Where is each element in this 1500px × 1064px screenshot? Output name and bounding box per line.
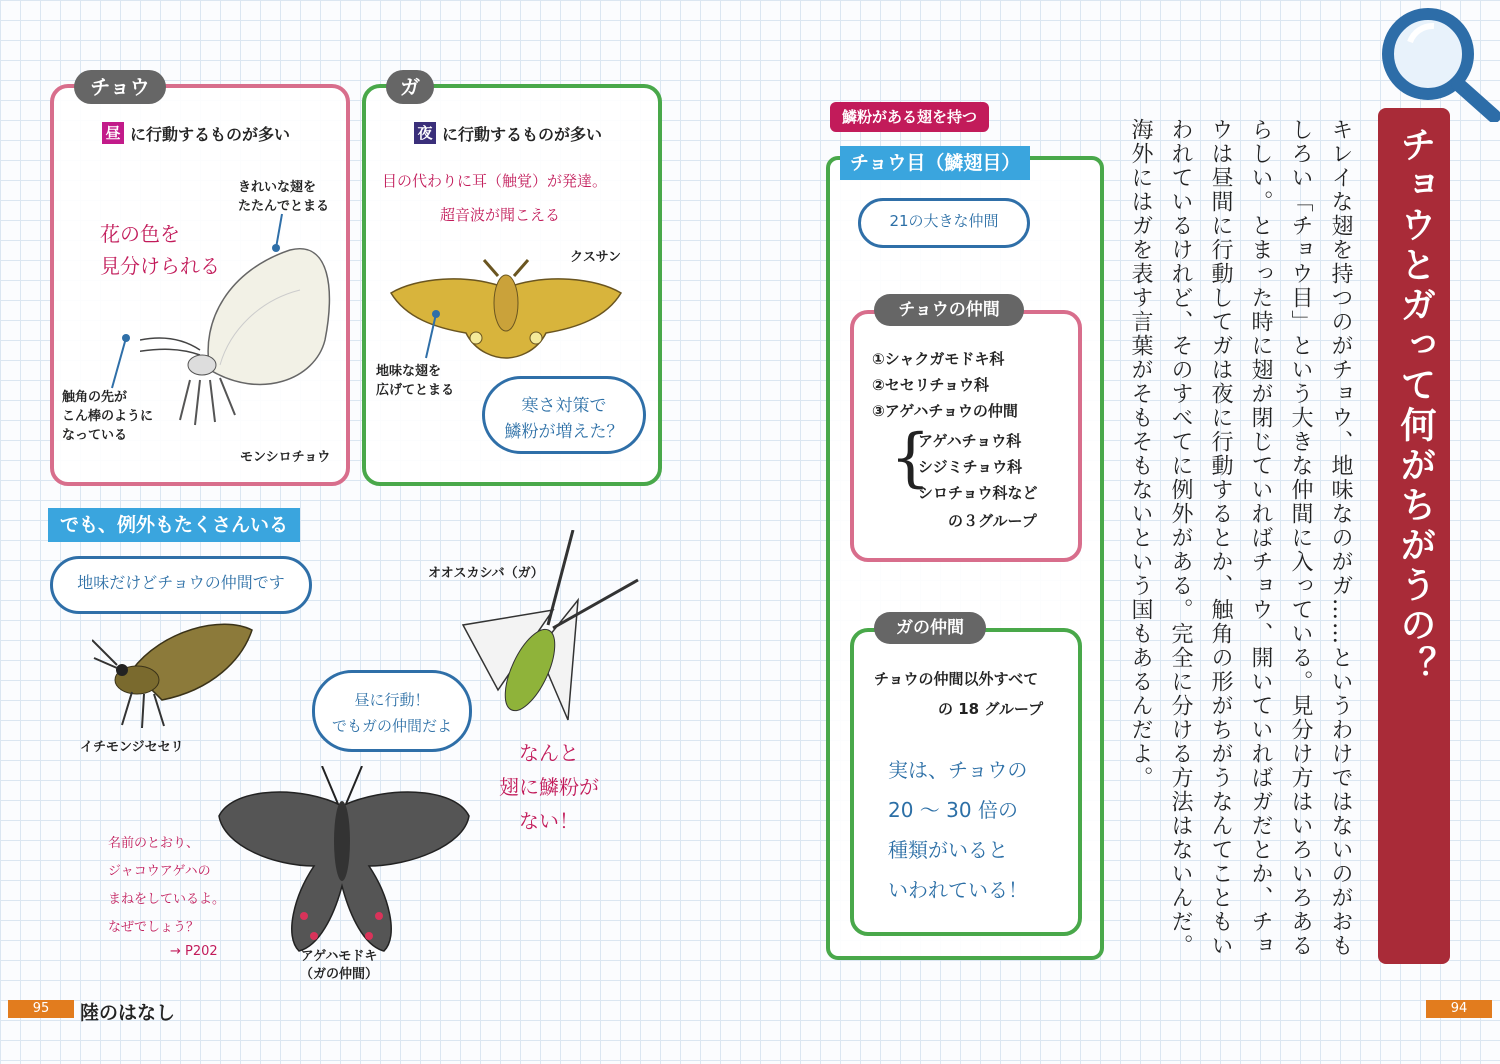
butterfly-group-item: ②セセリチョウ科 — [872, 376, 989, 394]
body-text: キレイな翅を持つのがチョウ、地味なのがガ……というわけではないのがおもしろい「チョウ目」という大きな仲間に入っている。見分け方はいろいろあるらしい。とまった時に翅が閉じていればチョウ、開いていればガだとか、チョウは昼間に行動してガは夜に行動するとか、触角の形がちがうなんてこともいわれているけれど、そのすべてに例外がある。完全に分ける方法はないんだ。海外にはガを表す言葉がそもそもないという国もあるんだよ。 — [1128, 118, 1353, 958]
mimic-species-label: アゲハモドキ （ガの仲間） — [300, 949, 379, 982]
butterfly-tab: チョウ — [74, 70, 166, 104]
butterfly-group-item: ③アゲハチョウの仲間 — [872, 402, 1018, 420]
left-page-number: 95 — [8, 1000, 74, 1018]
skipper-label: イチモンジセセリ — [80, 740, 184, 755]
moth-group-desc: チョウの仲間以外すべて — [874, 670, 1039, 688]
moth-scales-bubble: 寒さ対策で 鱗粉が増えた？ — [482, 376, 646, 454]
flower-color-label: 花の色を 見分けられる — [100, 222, 220, 278]
moth-ear-note: 目の代わりに耳（触覚）が発達。 — [382, 172, 608, 190]
exception-title: でも、例外もたくさんいる — [48, 508, 300, 542]
hawkmoth-label: オオスカシバ（ガ） — [428, 566, 544, 581]
butterfly-species-label: モンシロチョウ — [240, 450, 331, 465]
butterfly-group-count: の３グループ — [948, 512, 1037, 530]
night-badge: 夜 — [414, 122, 436, 144]
butterfly-subgroup-item: シジミチョウ科 — [918, 458, 1023, 476]
day-moth-bubble: 昼に行動！ でもガの仲間だよ — [312, 670, 472, 752]
butterfly-wings-label: きれいな翅を たたんでとまる — [238, 180, 330, 214]
right-page-number: 94 — [1426, 1000, 1492, 1018]
skipper-illustration — [92, 610, 262, 730]
butterfly-subgroup-list — [918, 428, 1038, 506]
hawkmoth-illustration — [458, 530, 648, 730]
butterfly-group-tab: チョウの仲間 — [874, 294, 1024, 326]
day-badge: 昼 — [102, 122, 124, 144]
headline: チョウとガって何がちがうの？ — [1395, 126, 1436, 686]
magnifier-icon — [1378, 2, 1500, 122]
mimic-page-ref: → P202 — [170, 944, 218, 959]
no-scales-note: なんと 翅に鱗粉が ない！ — [499, 741, 599, 833]
moth-species-label: クスサン — [570, 250, 621, 265]
lepidoptera-count-bubble: 21の大きな仲間 — [858, 198, 1030, 248]
moth-group-count: の 18 グループ — [938, 700, 1044, 718]
butterfly-heading: に行動するものが多い — [130, 125, 291, 144]
wings-pointer-line — [262, 210, 322, 270]
butterfly-group-item: ①シャクガモドキ科 — [872, 350, 1005, 368]
cabbage-white-illustration — [140, 240, 340, 450]
moth-pointer-line — [418, 306, 458, 366]
moth-tab: ガ — [386, 70, 434, 104]
plain-butterfly-bubble: 地味だけどチョウの仲間です — [50, 556, 312, 614]
moth-ultrasound-note: 超音波が聞こえる — [440, 206, 561, 224]
moth-wings-label: 地味な翅を 広げてとまる — [376, 364, 455, 398]
antenna-label: 触角の先が こん棒のように なっている — [62, 390, 154, 443]
mimic-note: 名前のとおり、 ジャコウアゲハの まねをしているよ。 なぜでしょう？ — [108, 836, 226, 935]
butterfly-subgroup-item: アゲハチョウ科 — [918, 432, 1022, 450]
butterfly-group-list — [872, 346, 1018, 424]
chapter-title: 陸のはなし — [80, 1002, 176, 1024]
lepidoptera-title: チョウ目（鱗翅目） — [840, 146, 1030, 180]
brace-icon: { — [890, 421, 931, 495]
moth-heading: に行動するものが多い — [442, 125, 603, 144]
butterfly-subgroup-item: シロチョウ科など — [918, 484, 1038, 502]
scaled-wings-tag: 鱗粉がある翅を持つ — [830, 102, 989, 132]
mimic-moth-illustration — [214, 766, 474, 956]
moth-group-note: 実は、チョウの 20 〜 30 倍の 種類がいると いわれている！ — [888, 758, 1028, 902]
moth-group-tab: ガの仲間 — [874, 612, 986, 644]
